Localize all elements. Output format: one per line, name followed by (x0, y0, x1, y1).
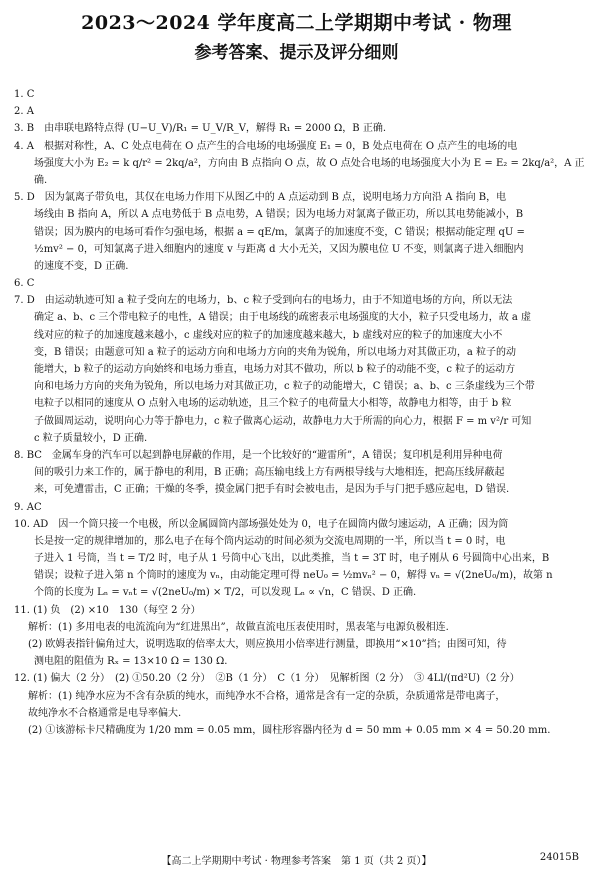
answer-line: 解析：(1) 多用电表的电流流向为“红进黑出”，故做直流电压表使用时，黑表笔与电源负极相连. (28, 621, 449, 633)
document-subtitle: 参考答案、提示及评分细则 (194, 43, 399, 63)
answer-line: 个筒的长度为 Lₙ = vₙt = √(2neU₀/m) × T/2，可以发现 Lₙ ∝ √n，C 错误、D 正确. (34, 587, 417, 599)
answer-body (14, 86, 585, 739)
answer-line: 1. C (14, 89, 35, 100)
document-code: 24015B (539, 852, 579, 863)
answer-line: 故纯净水不合格通常是电导率偏大. (28, 707, 182, 719)
answer-line: 2. A (14, 106, 34, 118)
document-title: 2023～2024 学年度高二上学期期中考试 · 物理 (81, 12, 512, 34)
answer-line: (2) 欧姆表指针偏角过大，说明选取的倍率太大，则应换用小倍率进行测量，即换用“×10”挡；由图可知，待 (28, 639, 507, 650)
answer-line: 10. AD 因一个筒只接一个电极，所以金属圆筒内部场强处处为 0，电子在圆筒内做匀速运动，A 正确；因为筒 (14, 518, 509, 530)
answer-line: 确. (34, 174, 48, 186)
footer-text: 【高二上学期期中考试 · 物理参考答案 第 1 页（共 2 页）】 (161, 856, 432, 867)
answer-line: 7. D 由运动轨迹可知 a 粒子受向左的电场力，b、c 粒子受到向右的电场力，由于不知道电场的方向，所以无法 (14, 295, 513, 307)
answer-line: 向和电场力方向的夹角为锐角，所以电场力对其做正功，c 粒子的动能增大，C 错误；a、b、c 三条虚线为三个带 (34, 381, 535, 393)
answer-line: 8. BC 金属车身的汽车可以起到静电屏蔽的作用，是一个比较好的“避雷所”，A 错误；复印机是利用异种电荷 (14, 449, 503, 461)
answer-line: 错误；因为膜内的电场可看作匀强电场，根据 a = qE/m，氯离子的加速度不变，C 错误；根据动能定理 qU = (34, 226, 525, 238)
answer-line: 4. A 根据对称性，A、C 处点电荷在 O 点产生的合电场的电场强度 E₁ = 0，B 处点电荷在 O 点产生的电场的电 (14, 140, 518, 152)
answer-line: 的速度不变，D 正确. (34, 260, 129, 272)
answer-line: 5. D 因为氯离子带负电，其仅在电场力作用下从图乙中的 A 点运动到 B 点，说明电场力方向沿 A 指向 B，电 (14, 192, 507, 204)
answer-line: 能增大，b 粒子的运动方向始终和电场力垂直，电场力对其不做功，所以 b 粒子的动能不变，c 粒子的运动方 (34, 364, 516, 375)
answer-line: 电粒子以相同的速度从 O 点射入电场的运动轨迹，且三个粒子的电荷量大小相等，故静电力相等，由于 b 粒 (34, 398, 512, 410)
answer-line: 线对应的粒子的加速度越来越小，c 虚线对应的粒子的加速度越来越大，b 虚线对应的粒子的加速度大小不 (34, 329, 503, 341)
answer-line: 11. (1) 负 (2) ×10 130（每空 2 分） (14, 604, 201, 616)
answer-line: 错误；设粒子进入第 n 个筒时的速度为 vₙ，由动能定理可得 neU₀ = ½mvₙ² − 0，解得 vₙ = √(2neU₀/m)，故第 n (34, 570, 553, 582)
answer-line: 来，可免遭雷击，C 正确；干燥的冬季，摸金属门把手有时会被电击，是因为手与门把手感应起电，D 错误. (34, 484, 510, 496)
answer-line: 3. B 由串联电路特点得 (U−U_V)/R₁ = U_V/R_V，解得 R₁ = 2000 Ω，B 正确. (14, 123, 386, 135)
answer-line: 场线由 B 指向 A，所以 A 点电势低于 B 点电势，A 错误；因为电场力对氯离子做正功，所以其电势能减小，B (34, 209, 524, 221)
answer-line: (2) ①该游标卡尺精确度为 1/20 mm = 0.05 mm，圆柱形容器内径为 d = 50 mm + 0.05 mm × 4 = 50.20 mm. (28, 724, 551, 736)
answer-line: 6. C (14, 278, 35, 290)
answer-line: 解析：(1) 纯净水应为不含有杂质的纯水，而纯净水不合格，通常是含有一定的杂质，杂质通常是带电离子， (28, 690, 506, 702)
answer-line: 间的吸引力来工作的，属于静电的利用，B 正确；高压输电线上方有两根导线与大地相连，把高压线屏蔽起 (34, 467, 505, 479)
answer-line: 子进入 1 号筒，当 t = T/2 时，电子从 1 号筒中心飞出，以此类推，当 t = 3T 时，电子刚从 6 号圆筒中心出来，B (34, 553, 550, 565)
answer-line: ½mv² − 0，可知氯离子进入细胞内的速度 v 与距离 d 大小无关，又因为膜电位 U 不变，则氯离子进入细胞内 (34, 243, 524, 255)
answer-line: c 粒子质量较小，D 正确. (34, 432, 148, 444)
answer-line: 变，B 错误；由题意可知 a 粒子的运动方向和电场力方向的夹角为锐角，所以电场力对其做正功，a 粒子的动 (34, 346, 516, 358)
answer-line: 9. AC (14, 501, 42, 513)
answer-line: 子做圆周运动，说明向心力等于静电力，c 粒子做离心运动，故静电力大于所需的向心力，根据 F = m v²/r 可知 (34, 415, 532, 427)
answer-line: 场强度大小为 E₂ = k q/r² = 2kq/a²，方向由 B 点指向 O 点，故 O 点处合电场的电场强度大小为 E = E₂ = 2kq/a²，A 正 (34, 157, 585, 169)
answer-line: 确定 a、b、c 三个带电粒子的电性，A 错误；由于电场线的疏密表示电场强度的大小，粒子只受电场力，故 a 虚 (34, 312, 532, 324)
answer-line: 12. (1) 偏大（2 分） (2) ①50.20（2 分） ②B（1 分） C（1 分） 见解析图（2 分） ③ 4Ll/(πd²U)（2 分） (14, 673, 520, 685)
answer-line: 长是按一定的规律增加的，那么电子在每个筒内运动的时间必须为交流电周期的一半，所以当 t = 0 时，电 (34, 535, 506, 547)
answer-line: 测电阻的阻值为 Rₓ = 13×10 Ω = 130 Ω. (34, 656, 228, 668)
